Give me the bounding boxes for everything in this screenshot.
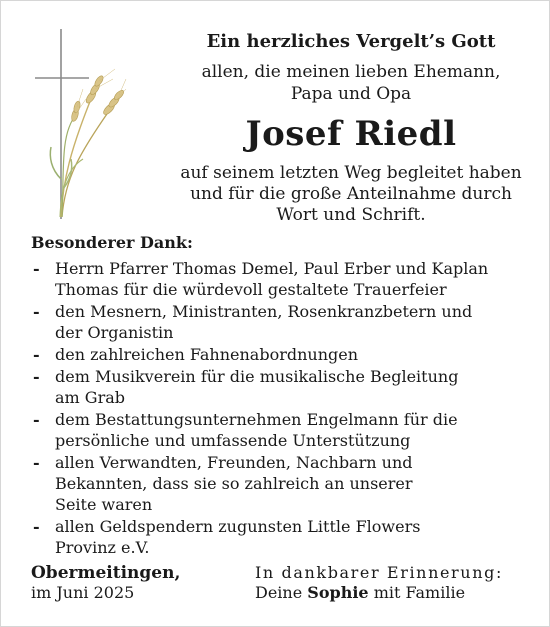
thanks-line: der Organistin — [55, 323, 174, 342]
thanks-item — [31, 366, 531, 408]
intro-line: allen, die meinen lieben Ehemann, — [201, 62, 501, 82]
cross-with-wheat-icon — [31, 29, 127, 219]
family-name: Sophie — [307, 583, 369, 602]
thanks-line: den Mesnern, Ministranten, Rosenkranzbetern und — [55, 302, 473, 321]
thanks-item — [31, 258, 531, 300]
outro-line: und für die große Anteilnahme durch — [190, 184, 512, 204]
bullet-dash: - — [33, 367, 40, 386]
outro-line: auf seinem letzten Weg begleitet haben — [180, 163, 522, 183]
thanks-title: Besonderer Dank: — [31, 233, 193, 252]
heading: Ein herzliches Vergelt’s Gott — [206, 31, 496, 52]
thanks-line: am Grab — [55, 388, 126, 407]
bullet-dash: - — [33, 302, 40, 321]
bullet-dash: - — [33, 259, 40, 278]
family-signature — [255, 583, 465, 602]
bullet-dash: - — [33, 453, 40, 472]
thanks-line: Bekannten, dass sie so zahlreich an unserer — [55, 474, 413, 493]
thanks-item — [31, 301, 531, 343]
thanks-line: Thomas für die würdevoll gestaltete Trauerfeier — [55, 280, 447, 299]
bullet-dash: - — [33, 517, 40, 536]
memory-line: In dankbarer Erinnerung: — [255, 563, 503, 582]
place: Obermeitingen, — [31, 563, 181, 583]
outro-line: Wort und Schrift. — [276, 205, 426, 225]
thanks-line: Provinz e.V. — [55, 538, 150, 557]
intro-text — [151, 61, 550, 105]
thanks-line: den zahlreichen Fahnenabordnungen — [55, 345, 359, 364]
outro-text — [151, 163, 550, 226]
family-prefix: Deine — [255, 583, 303, 602]
family-suffix: mit Familie — [373, 583, 466, 602]
bullet-dash: - — [33, 410, 40, 429]
thanks-line: dem Musikverein für die musikalische Begleitung — [55, 367, 459, 386]
thanks-item — [31, 344, 531, 365]
thanks-item — [31, 409, 531, 451]
bullet-dash: - — [33, 345, 40, 364]
thanks-line: allen Verwandten, Freunden, Nachbarn und — [55, 453, 413, 472]
thanks-list — [31, 258, 531, 559]
date: im Juni 2025 — [31, 583, 135, 602]
thanks-line: Herrn Pfarrer Thomas Demel, Paul Erber und Kaplan — [55, 259, 489, 278]
intro-line: Papa und Opa — [290, 84, 412, 104]
thanks-line: Seite waren — [55, 495, 153, 514]
thanks-line: allen Geldspendern zugunsten Little Flowers — [55, 517, 421, 536]
thanks-item — [31, 452, 531, 515]
thanks-line: dem Bestattungsunternehmen Engelmann für die — [55, 410, 458, 429]
deceased-name: Josef Riedl — [245, 114, 457, 154]
thanks-item — [31, 516, 531, 558]
thanks-line: persönliche und umfassende Unterstützung — [55, 431, 411, 450]
